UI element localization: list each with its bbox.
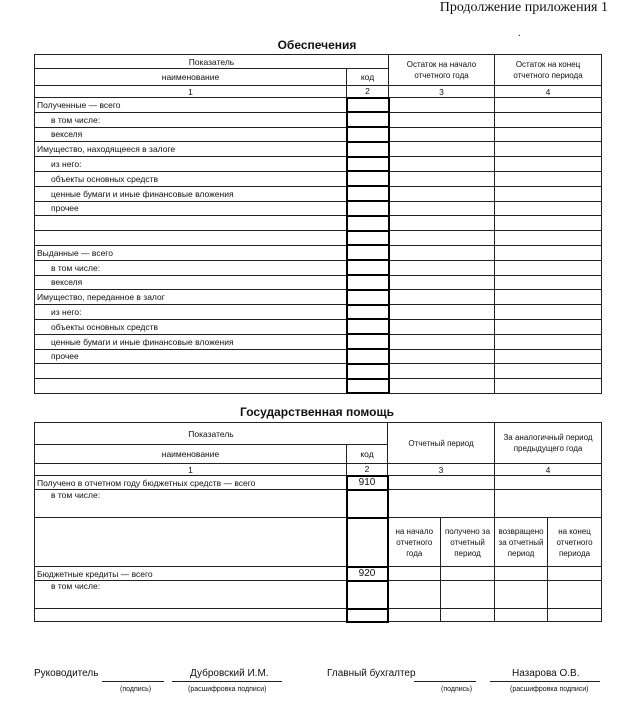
aid-header-indicator: Показатель: [35, 423, 388, 445]
security-end-cell[interactable]: [495, 305, 602, 320]
aid-row-received: Получено в отчетном году бюджетных средств — всего: [35, 476, 347, 490]
security-row-label: [35, 364, 347, 379]
security-start-cell[interactable]: [389, 349, 495, 364]
security-end-cell[interactable]: [495, 127, 602, 142]
aid-header-code: код: [347, 445, 388, 464]
security-start-cell[interactable]: [389, 364, 495, 379]
security-start-cell[interactable]: [389, 171, 495, 186]
aid-sub-returned: возвращено за отчетный период: [495, 518, 548, 567]
security-row-label: в том числе:: [35, 260, 347, 275]
security-row-label: объекты основных средств: [35, 319, 347, 334]
head-label: Руководитель: [34, 668, 99, 679]
aid-cell[interactable]: [388, 567, 441, 581]
aid-row-blank: [35, 609, 347, 622]
security-row: [35, 364, 602, 379]
security-row: [35, 349, 602, 364]
security-end-cell[interactable]: [495, 142, 602, 157]
aid-table: [34, 422, 602, 623]
col-number-4: 4: [495, 86, 602, 98]
security-end-cell[interactable]: [495, 231, 602, 246]
aid-cell[interactable]: [495, 609, 548, 622]
security-row-label: [35, 216, 347, 231]
security-start-cell[interactable]: [389, 319, 495, 334]
security-table: [34, 54, 602, 394]
accountant-decode-hint: (расшифровка подписи): [510, 686, 589, 693]
security-row-label: ценные бумаги и иные финансовые вложения: [35, 186, 347, 201]
aid-code-cell[interactable]: [347, 581, 388, 609]
security-end-cell[interactable]: [495, 245, 602, 260]
aid-row-including-2: в том числе:: [35, 581, 347, 609]
security-row: [35, 216, 602, 231]
accountant-name: Назарова О.В.: [512, 668, 580, 679]
accountant-label: Главный бухгалтер: [327, 668, 416, 679]
head-decode-hint: (расшифровка подписи): [188, 686, 267, 693]
aid-cell[interactable]: [388, 609, 441, 622]
security-end-cell[interactable]: [495, 349, 602, 364]
security-end-cell[interactable]: [495, 98, 602, 113]
security-end-cell[interactable]: [495, 319, 602, 334]
security-row: [35, 275, 602, 290]
security-end-cell[interactable]: [495, 186, 602, 201]
security-start-cell[interactable]: [389, 379, 495, 394]
security-row: [35, 260, 602, 275]
security-end-cell[interactable]: [495, 290, 602, 305]
aid-cell[interactable]: [441, 581, 495, 609]
header-indicator: Показатель: [35, 55, 389, 69]
aid-code-cell[interactable]: [347, 609, 388, 622]
appendix-note: Продолжение приложения 1: [439, 0, 608, 15]
header-name: наименование: [35, 69, 347, 86]
security-start-cell[interactable]: [389, 186, 495, 201]
security-end-cell[interactable]: [495, 201, 602, 216]
security-start-cell[interactable]: [389, 290, 495, 305]
security-row: [35, 245, 602, 260]
security-code-cell[interactable]: [347, 319, 389, 334]
security-row: [35, 127, 602, 142]
security-row-label: из него:: [35, 157, 347, 172]
security-start-cell[interactable]: [389, 142, 495, 157]
security-end-cell[interactable]: [495, 112, 602, 127]
security-code-cell[interactable]: [347, 260, 389, 275]
aid-cell[interactable]: [441, 567, 495, 581]
security-row-label: [35, 379, 347, 394]
security-code-cell[interactable]: [347, 245, 389, 260]
aid-header-period: Отчетный период: [388, 423, 495, 464]
security-start-cell[interactable]: [389, 157, 495, 172]
head-name: Дубровский И.М.: [190, 668, 269, 679]
aid-code-910: 910: [347, 476, 388, 490]
security-row-label: векселя: [35, 275, 347, 290]
header-code: код: [347, 69, 389, 86]
aid-header-name: наименование: [35, 445, 347, 464]
security-row: [35, 98, 602, 113]
security-code-cell[interactable]: [347, 112, 389, 127]
security-code-cell[interactable]: [347, 364, 389, 379]
security-start-cell[interactable]: [389, 334, 495, 349]
aid-title: Государственная помощь: [240, 405, 394, 419]
aid-row-credits: Бюджетные кредиты — всего: [35, 567, 347, 581]
security-row-label: Имущество, переданное в залог: [35, 290, 347, 305]
aid-cell[interactable]: [388, 581, 441, 609]
head-sign-line[interactable]: [102, 681, 164, 682]
security-code-cell[interactable]: [347, 290, 389, 305]
aid-cell[interactable]: [441, 609, 495, 622]
security-row: [35, 319, 602, 334]
aid-sub-end: на конец отчетного периода: [548, 518, 602, 567]
security-code-cell[interactable]: [347, 349, 389, 364]
security-start-cell[interactable]: [389, 275, 495, 290]
security-row: [35, 379, 602, 394]
aid-code-cell[interactable]: [347, 518, 388, 567]
security-start-cell[interactable]: [389, 112, 495, 127]
security-code-cell[interactable]: [347, 127, 389, 142]
aid-code-920: 920: [347, 567, 388, 581]
aid-cell[interactable]: [548, 567, 602, 581]
security-end-cell[interactable]: [495, 334, 602, 349]
security-code-cell[interactable]: [347, 201, 389, 216]
aid-sub-start: на начало отчетного года: [388, 518, 441, 567]
security-row-label: ценные бумаги и иные финансовые вложения: [35, 334, 347, 349]
security-row: [35, 290, 602, 305]
security-start-cell[interactable]: [389, 245, 495, 260]
stray-dot: .: [518, 28, 521, 39]
aid-col-number-1: 1: [35, 464, 347, 476]
security-row-label: прочее: [35, 349, 347, 364]
security-code-cell[interactable]: [347, 186, 389, 201]
accountant-name-line: [490, 681, 600, 682]
security-code-cell[interactable]: [347, 305, 389, 320]
security-end-cell[interactable]: [495, 171, 602, 186]
security-start-cell[interactable]: [389, 201, 495, 216]
security-code-cell[interactable]: [347, 334, 389, 349]
security-row: [35, 112, 602, 127]
header-start-balance: Остаток на начало отчетного года: [389, 55, 495, 86]
security-start-cell[interactable]: [389, 305, 495, 320]
security-end-cell[interactable]: [495, 216, 602, 231]
security-start-cell[interactable]: [389, 216, 495, 231]
security-row-label: объекты основных средств: [35, 171, 347, 186]
security-code-cell[interactable]: [347, 171, 389, 186]
security-row: [35, 157, 602, 172]
security-code-cell[interactable]: [347, 231, 389, 246]
security-code-cell[interactable]: [347, 98, 389, 113]
security-end-cell[interactable]: [495, 260, 602, 275]
col-number-2: 2: [347, 86, 389, 98]
security-row: [35, 186, 602, 201]
header-end-balance: Остаток на конец отчетного периода: [495, 55, 602, 86]
accountant-sign-hint: (подпись): [441, 686, 473, 693]
aid-header-prev: За аналогичный период предыдущего года: [495, 423, 602, 464]
security-row-label: [35, 231, 347, 246]
head-sign-hint: (подпись): [120, 686, 152, 693]
aid-cell-910-period[interactable]: [388, 476, 495, 490]
security-code-cell[interactable]: [347, 216, 389, 231]
aid-cell[interactable]: [548, 581, 602, 609]
aid-cell[interactable]: [495, 490, 602, 518]
aid-cell[interactable]: [495, 581, 548, 609]
aid-cell-910-prev[interactable]: [495, 476, 602, 490]
security-row: [35, 142, 602, 157]
aid-row-including-1: в том числе:: [35, 490, 347, 518]
security-row-label: Имущество, находящееся в залоге: [35, 142, 347, 157]
security-end-cell[interactable]: [495, 364, 602, 379]
security-code-cell[interactable]: [347, 142, 389, 157]
col-number-1: 1: [35, 86, 347, 98]
security-code-cell[interactable]: [347, 275, 389, 290]
aid-cell[interactable]: [495, 567, 548, 581]
aid-sub-received: получено за отчетный период: [441, 518, 495, 567]
security-start-cell[interactable]: [389, 260, 495, 275]
accountant-sign-line[interactable]: [414, 681, 476, 682]
security-row-label: Выданные — всего: [35, 245, 347, 260]
col-number-3: 3: [389, 86, 495, 98]
security-start-cell[interactable]: [389, 127, 495, 142]
security-row: [35, 171, 602, 186]
security-start-cell[interactable]: [389, 98, 495, 113]
security-row: [35, 231, 602, 246]
security-row: [35, 334, 602, 349]
security-row: [35, 201, 602, 216]
security-title: Обеспечения: [277, 38, 357, 52]
aid-col-number-4: 4: [495, 464, 602, 476]
aid-col-number-3: 3: [388, 464, 495, 476]
aid-cell[interactable]: [548, 609, 602, 622]
aid-code-cell[interactable]: [347, 490, 388, 518]
security-end-cell[interactable]: [495, 275, 602, 290]
security-row-label: векселя: [35, 127, 347, 142]
security-end-cell[interactable]: [495, 157, 602, 172]
aid-row-blank: [35, 518, 347, 567]
security-end-cell[interactable]: [495, 379, 602, 394]
security-start-cell[interactable]: [389, 231, 495, 246]
aid-col-number-2: 2: [347, 464, 388, 476]
security-code-cell[interactable]: [347, 379, 389, 394]
head-name-line: [172, 681, 282, 682]
security-row-label: в том числе:: [35, 112, 347, 127]
security-row: [35, 305, 602, 320]
security-row-label: прочее: [35, 201, 347, 216]
security-row-label: Полученные — всего: [35, 98, 347, 113]
security-row-label: из него:: [35, 305, 347, 320]
aid-cell[interactable]: [388, 490, 495, 518]
security-code-cell[interactable]: [347, 157, 389, 172]
